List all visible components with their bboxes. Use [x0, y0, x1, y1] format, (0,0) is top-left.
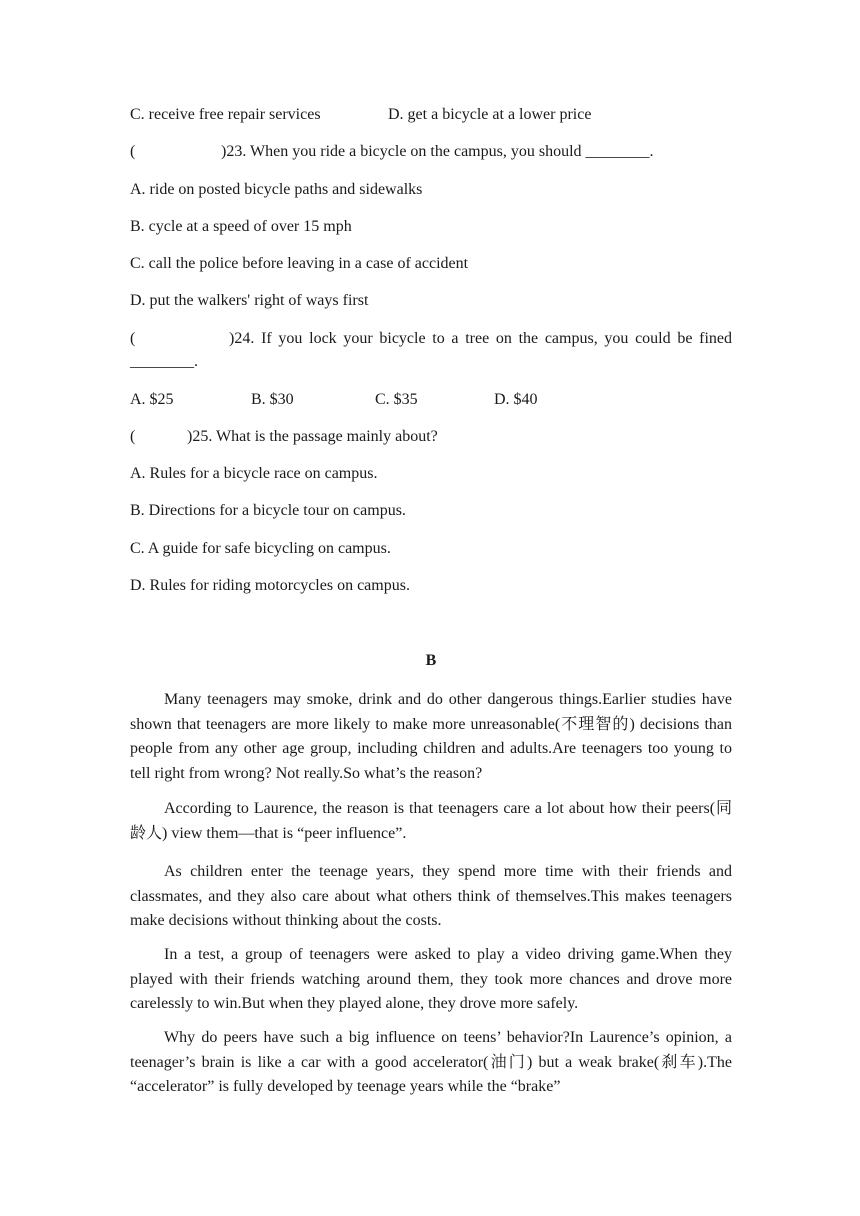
q23-option-a: A. ride on posted bicycle paths and sidewalks [130, 181, 423, 198]
q25-option-a: A. Rules for a bicycle race on campus. [130, 465, 378, 482]
passage-paragraph-5: Why do peers have such a big influence on teens’ behavior?In Laurence’s opinion, a teenager’s brain is like a car with a good accelerator(油门) but a weak brake(刹车).The “accelerator” is fully developed by teenage years while the “brake” [130, 1029, 732, 1095]
q23-option-b: B. cycle at a speed of over 15 mph [130, 218, 352, 235]
passage-paragraph-3: As children enter the teenage years, they spend more time with their friends and classmates, and they also care about what others think of themselves.This makes teenagers make decisions without thinking about the costs. [130, 863, 732, 929]
q24-option-d: D. $40 [494, 391, 538, 408]
q24-stem: ( )24. If you lock your bicycle to a tree on the campus, you could be fined [130, 330, 732, 347]
q22-option-d: D. get a bicycle at a lower price [388, 106, 592, 123]
q25-option-b: B. Directions for a bicycle tour on campus. [130, 502, 406, 519]
q24-option-a: A. $25 [130, 391, 174, 408]
q23-stem [130, 142, 654, 162]
q25-answer-blank[interactable]: ( [130, 428, 136, 445]
q25-stem [130, 427, 438, 447]
q24-options [130, 390, 538, 410]
q25-option-d: D. Rules for riding motorcycles on campus. [130, 577, 410, 594]
q22-option-c: C. receive free repair services [130, 106, 321, 123]
q25-option-c: C. A guide for safe bicycling on campus. [130, 540, 391, 557]
q24-stem-blank: ________. [130, 353, 198, 370]
q23-question: )23. When you ride a bicycle on the campus, you should ________. [221, 143, 654, 160]
q23-option-d: D. put the walkers' right of ways first [130, 292, 369, 309]
section-heading: B [425, 652, 437, 669]
q24-option-c: C. $35 [375, 391, 418, 408]
q23-answer-blank[interactable]: ( [130, 143, 136, 160]
passage-paragraph-2: According to Laurence, the reason is that teenagers care a lot about how their peers(同龄人) view them—that is “peer influence”. [130, 800, 732, 842]
q22-options [130, 105, 591, 125]
q24-option-b: B. $30 [251, 391, 294, 408]
q25-question: )25. What is the passage mainly about? [187, 428, 438, 445]
passage-paragraph-4: In a test, a group of teenagers were asked to play a video driving game.When they played with their friends watching around them, they took more chances and drove more carelessly to win.But when they played alone, they drove more safely. [130, 946, 732, 1012]
q23-option-c: C. call the police before leaving in a case of accident [130, 255, 469, 272]
passage-paragraph-1: Many teenagers may smoke, drink and do other dangerous things.Earlier studies have shown that teenagers are more likely to make more unreasonable(不理智的) decisions than people from any other age group, including children and adults.Are teenagers too young to tell right from wrong? Not really.So what’s the reason? [130, 691, 732, 782]
